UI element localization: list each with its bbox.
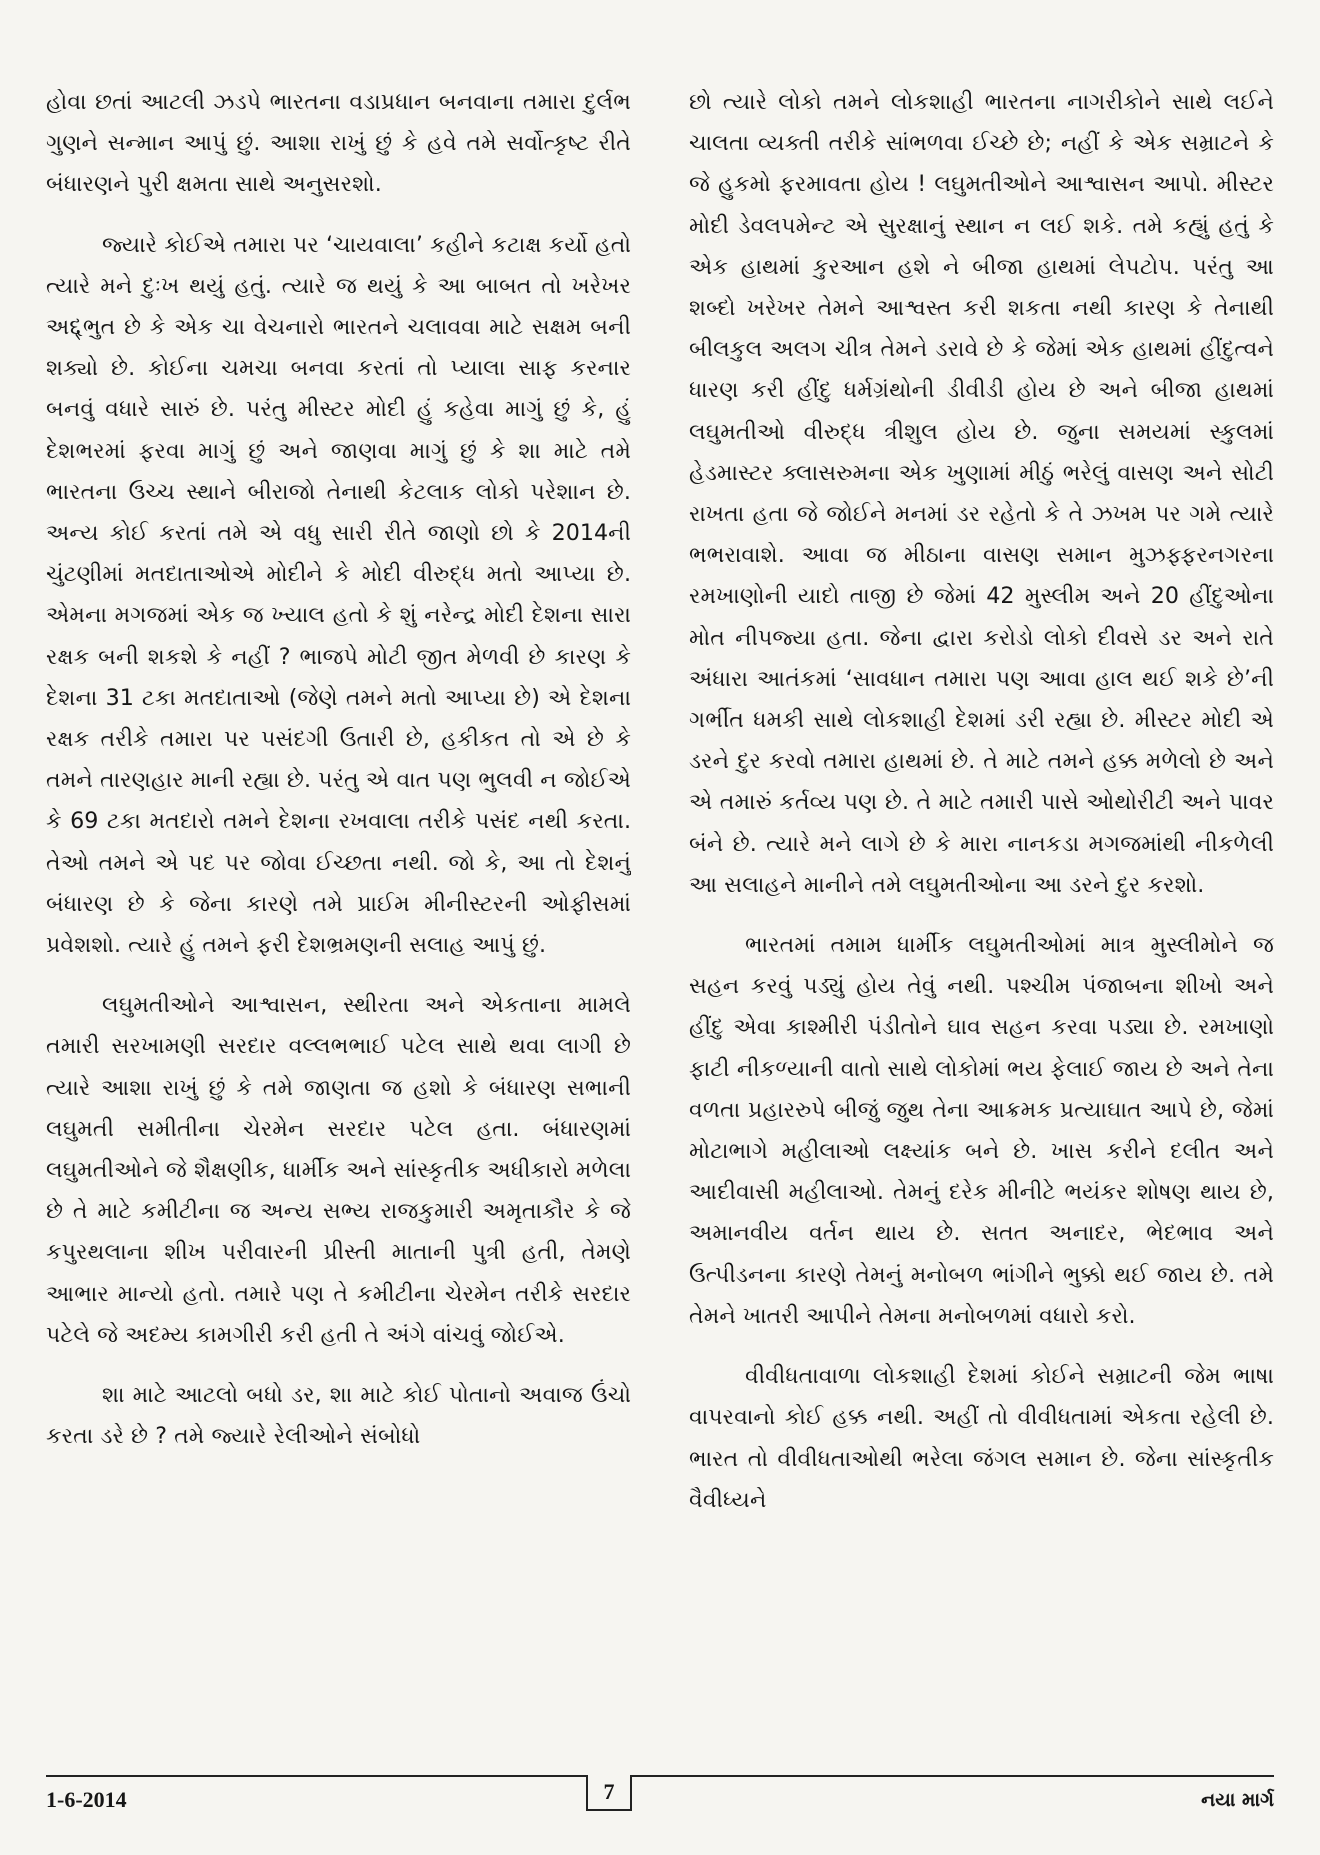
paragraph: વીવીધતાવાળા લોકશાહી દેશમાં કોઈને સમ્રાટની જેમ ભાષા વાપરવાનો કોઈ હક્ક નથી. અહીં તો વીવીધતામાં એકતા રહેલી છે. ભારત તો વીવીધતાઓથી ભરેલા જંગલ સમાન છે. જેના સાંસ્કૃતીક વૈવીધ્યને bbox=[689, 1363, 1274, 1513]
article-body bbox=[46, 82, 1274, 1772]
paragraph: જ્યારે કોઈએ તમારા પર ‘ચાયવાલા’ કહીને કટાક્ષ કર્યો હતો ત્યારે મને દુઃખ થયું હતું. ત્યારે જ થયું કે આ બાબત તો ખરેખર અદ્દ્ભુત છે કે એક ચા વેચનારો ભારતને ચલાવવા માટે સક્ષમ બની શક્યો છે. કોઈના ચમચા બનવા કરતાં તો પ્યાલા સાફ કરનાર બનવું વધારે સારું છે. પરંતુ મીસ્ટર મોદી હું કહેવા માગું છું કે, હું દેશભરમાં ફરવા માગું છું અને જાણવા માગું છું કે શા માટે તમે ભારતના ઉચ્ચ સ્થાને બીરાજો તેનાથી કેટલાક લોકો પરેશાન છે. અન્ય કોઈ કરતાં તમે એ વધુ સારી રીતે જાણો છો કે 2014ની ચુંટણીમાં મતદાતાઓએ મોદીને કે મોદી વીરુદ્ધ મતો આપ્યા છે. એમના મગજમાં એક જ ખ્યાલ હતો કે શું નરેન્દ્ર મોદી દેશના સારા રક્ષક બની શકશે કે નહીં ? ભાજપે મોટી જીત મેળવી છે કારણ કે દેશના 31 ટકા મતદાતાઓ (જેણે તમને મતો આપ્યા છે) એ દેશના રક્ષક તરીકે તમારા પર પસંદગી ઉતારી છે, હકીકત તો એ છે કે તમને તારણહાર માની રહ્યા છે. પરંતુ એ વાત પણ ભુલવી ન જોઈએ કે 69 ટકા મતદારો તમને દેશના રખવાલા તરીકે પસંદ નથી કરતા. તેઓ તમને એ પદ પર જોવા ઈચ્છતા નથી. જો કે, આ તો દેશનું બંધારણ છે કે જેના કારણે તમે પ્રાઈમ મીનીસ્ટરની ઓફીસમાં પ્રવેશશો. ત્યારે હું તમને ફરી દેશભ્રમણની સલાહ આપું છું. bbox=[46, 231, 631, 959]
page-number: 7 bbox=[586, 1775, 632, 1811]
right-column bbox=[689, 82, 1274, 1772]
paragraph: ભારતમાં તમામ ધાર્મીક લઘુમતીઓમાં માત્ર મુસ્લીમોને જ સહન કરવું પડ્યું હોય તેવું નથી. પશ્ચીમ પંજાબના શીખો અને હીંદુ એવા કાશ્મીરી પંડીતોને ઘાવ સહન કરવા પડ્યા છે. રમખાણો ફાટી નીકળ્યાની વાતો સાથે લોકોમાં ભય ફેલાઈ જાય છે અને તેના વળતા પ્રહારરુપે બીજું જુથ તેના આક્રમક પ્રત્યાઘાત આપે છે, જેમાં મોટાભાગે મહીલાઓ લક્ષ્યાંક બને છે. ખાસ કરીને દલીત અને આદીવાસી મહીલાઓ. તેમનું દરેક મીનીટે ભયંકર શોષણ થાય છે, અમાનવીય વર્તન થાય છે. સતત અનાદર, ભેદભાવ અને ઉત્પીડનના કારણે તેમનું મનોબળ ભાંગીને ભુક્કો થઈ જાય છે. તમે તેમને ખાતરી આપીને તેમના મનોબળમાં વધારો કરો. bbox=[689, 932, 1274, 1329]
page-footer bbox=[46, 1775, 1274, 1821]
paragraph: લઘુમતીઓને આશ્વાસન, સ્થીરતા અને એકતાના મામલે તમારી સરખામણી સરદાર વલ્લભભાઈ પટેલ સાથે થવા લાગી છે ત્યારે આશા રાખું છું કે તમે જાણતા જ હશો કે બંધારણ સભાની લઘુમતી સમીતીના ચેરમેન સરદાર પટેલ હતા. બંધારણમાં લઘુમતીઓને જે શૈક્ષણીક, ધાર્મીક અને સાંસ્કૃતીક અધીકારો મળેલા છે તે માટે કમીટીના જ અન્ય સભ્ય રાજકુમારી અમૃતાકૌર કે જે કપુરથલાના શીખ પરીવારની પ્રીસ્તી માતાની પુત્રી હતી, તેમણે આભાર માન્યો હતો. તમારે પણ તે કમીટીના ચેરમેન તરીકે સરદાર પટેલે જે અદમ્ય કામગીરી કરી હતી તે અંગે વાંચવું જોઈએ. bbox=[46, 992, 631, 1348]
left-column bbox=[46, 82, 631, 1772]
paragraph: હોવા છતાં આટલી ઝડપે ભારતના વડાપ્રધાન બનવાના તમારા દુર્લભ ગુણને સન્માન આપું છું. આશા રાખું છું કે હવે તમે સર્વોત્કૃષ્ટ રીતે બંધારણને પુરી ક્ષમતા સાથે અનુસરશો. bbox=[46, 89, 631, 198]
paragraph: શા માટે આટલો બધો ડર, શા માટે કોઈ પોતાનો અવાજ ઉંચો કરતા ડરે છે ? તમે જ્યારે રેલીઓને સંબોધો bbox=[46, 1382, 631, 1450]
paragraph: છો ત્યારે લોકો તમને લોકશાહી ભારતના નાગરીકોને સાથે લઈને ચાલતા વ્યક્તી તરીકે સાંભળવા ઈચ્છે છે; નહીં કે એક સમ્રાટને કે જે હુકમો ફરમાવતા હોય ! લઘુમતીઓને આશ્વાસન આપો. મીસ્ટર મોદી ડેવલપમેન્ટ એ સુરક્ષાનું સ્થાન ન લઈ શકે. તમે કહ્યું હતું કે એક હાથમાં કુરઆન હશે ને બીજા હાથમાં લેપટોપ. પરંતુ આ શબ્દો ખરેખર તેમને આશ્વસ્ત કરી શકતા નથી કારણ કે તેનાથી બીલકુલ અલગ ચીત્ર તેમને ડરાવે છે કે જેમાં એક હાથમાં હીંદુત્વને ધારણ કરી હીંદુ ધર્મગ્રંથોની ડીવીડી હોય છે અને બીજા હાથમાં લઘુમતીઓ વીરુદ્ધ ત્રીશુલ હોય છે. જુના સમયમાં સ્કુલમાં હેડમાસ્ટર ક્લાસરુમના એક ખુણામાં મીઠું ભરેલું વાસણ અને સોટી રાખતા હતા જે જોઈને મનમાં ડર રહેતો કે તે ઝખમ પર ગમે ત્યારે ભભરાવાશે. આવા જ મીઠાના વાસણ સમાન મુઝફ્ફરનગરના રમખાણોની યાદો તાજી છે જેમાં 42 મુસ્લીમ અને 20 હીંદુઓના મોત નીપજ્યા હતા. જેના દ્વારા કરોડો લોકો દીવસે ડર અને રાતે અંધારા આતંકમાં ‘સાવધાન તમારા પણ આવા હાલ થઈ શકે છે’ની ગર્ભીત ધમકી સાથે લોકશાહી દેશમાં ડરી રહ્યા છે. મીસ્ટર મોદી એ ડરને દુર કરવો તમારા હાથમાં છે. તે માટે તમને હક્ક મળેલો છે અને એ તમારું કર્તવ્ય પણ છે. તે માટે તમારી પાસે ઓથોરીટી અને પાવર બંને છે. ત્યારે મને લાગે છે કે મારા નાનકડા મગજમાંથી નીકળેલી આ સલાહને માનીને તમે લઘુમતીઓના આ ડરને દુર કરશો. bbox=[689, 89, 1274, 898]
issue-date: 1-6-2014 bbox=[46, 1787, 127, 1812]
magazine-name: નયા માર્ગ bbox=[1201, 1789, 1274, 1811]
